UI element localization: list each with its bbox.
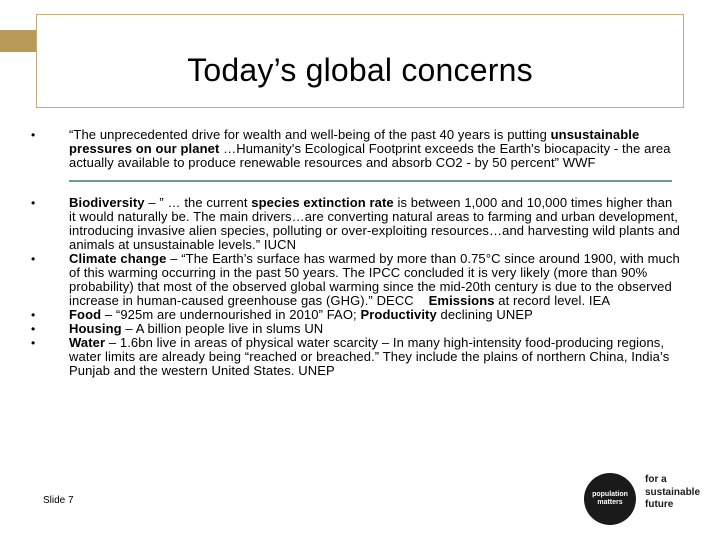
- slide-number: Slide 7: [43, 495, 74, 506]
- title-frame: [36, 14, 684, 108]
- bullet-marker: •: [31, 252, 36, 266]
- logo-tagline: for a sustainable future: [645, 474, 701, 510]
- list-item: • “The unprecedented drive for wealth and well-being of the past 40 years is putting unsustainable pressures on our planet …Humanity's Ecological Footprint exceeds the Earth's biocapacity - the area actually available to produce renewable resources and absorb CO2 - by 50 percent” WWF: [31, 127, 671, 170]
- section-divider: [69, 180, 672, 182]
- bullet-marker: •: [31, 322, 36, 336]
- list-item: • Biodiversity – ” … the current species extinction rate is between 1,000 and 10,000 times higher than it would naturally be. The main drivers…are converting natural areas to farming and urban development, introducing invasive alien species, polluting or over-exploiting resources…and harvesting wild plants and animals at unsustainable levels.” IUCN: [31, 195, 680, 252]
- list-item: • Housing – A billion people live in slums UN: [31, 321, 324, 336]
- logo-line-1: population: [592, 491, 628, 498]
- list-item: • Climate change – “The Earth’s surface has warmed by more than 0.75°C since around 1900, with much of this warming occurring in the past 50 years. The IPCC concluded it is very likely (more than 90% probability) that most of the observed global warming since the mid-20th century is due to the observed increase in human-caused greenhouse gas (GHG).” DECC Emissions at record level. IEA: [31, 251, 680, 308]
- logo-line-2: matters: [597, 499, 623, 506]
- bullet-marker: •: [31, 308, 36, 322]
- bullet-marker: •: [31, 336, 36, 350]
- list-item: • Water – 1.6bn live in areas of physical water scarcity – In many high-intensity food-producing regions, water limits are already being “reached or breached.” They include the plains of northern China, India’s Punjab and the western United States. UNEP: [31, 335, 670, 378]
- slide-title: Today’s global concerns: [187, 52, 533, 88]
- list-item: • Food – “925m are undernourished in 2010” FAO; Productivity declining UNEP: [31, 307, 533, 322]
- bullet-marker: •: [31, 128, 36, 142]
- bullet-list: [20, 128, 680, 378]
- bullet-marker: •: [31, 196, 36, 210]
- population-matters-logo: [584, 473, 636, 525]
